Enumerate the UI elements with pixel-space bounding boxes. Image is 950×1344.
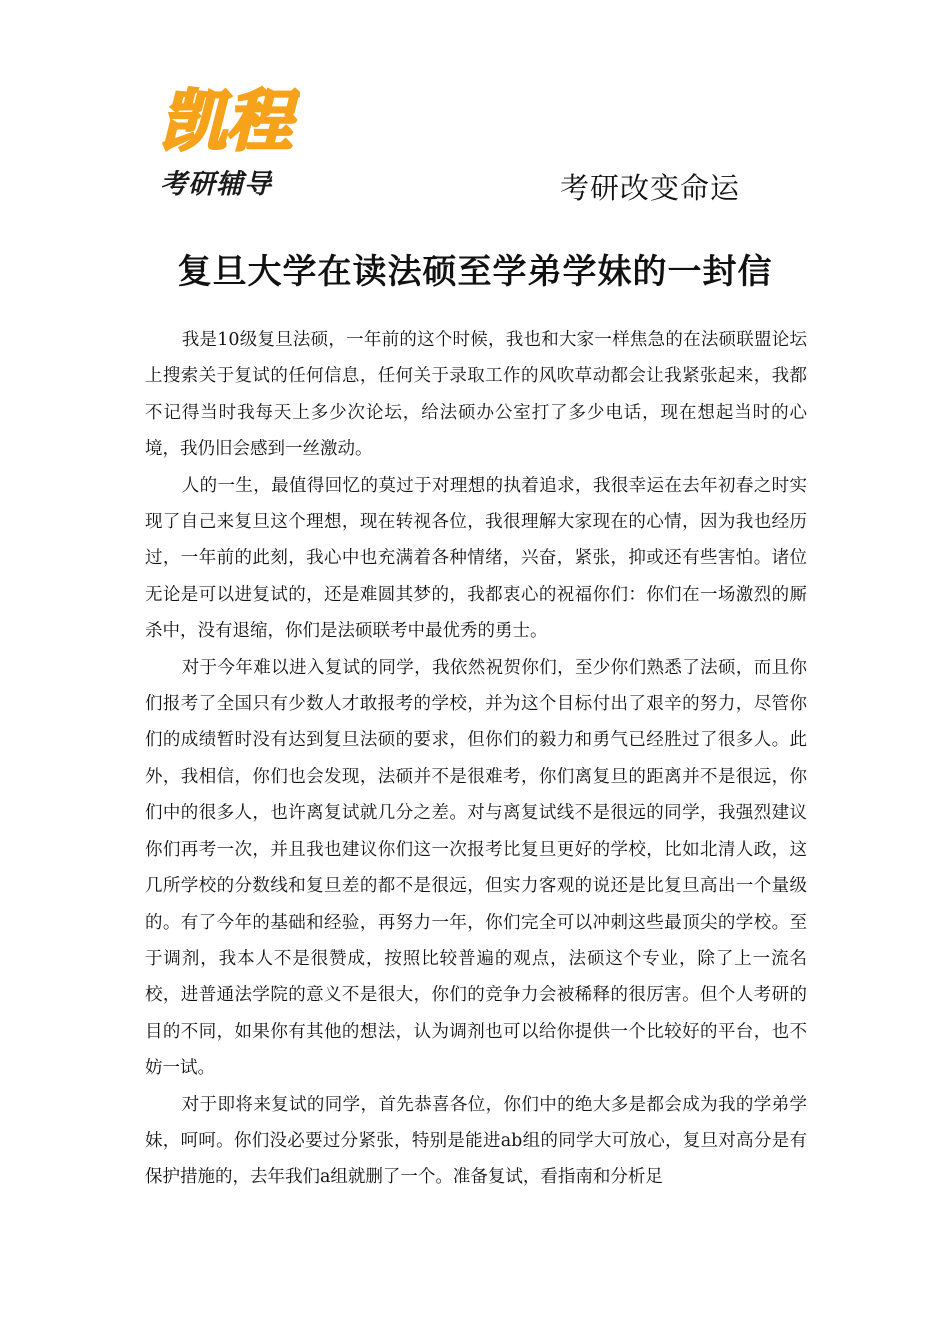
letter-body: [145, 322, 807, 1196]
header-slogan: 考研改变命运: [560, 171, 741, 205]
kaicheng-logo-mark: [152, 72, 300, 158]
brand-logo: [152, 72, 302, 202]
logo-brand-text: 凯程: [160, 83, 292, 158]
page-title: 复旦大学在读法硕至学弟学妹的一封信: [177, 252, 773, 292]
paragraph: 对于今年难以进入复试的同学，我依然祝贺你们，至少你们熟悉了法硕，而且你们报考了全国只有少数人才敢报考的学校，并为这个目标付出了艰辛的努力，尽管你们的成绩暂时没有达到复旦法硕的要求，但你们的毅力和勇气已经胜过了很多人。此外，我相信，你们也会发现，法硕并不是很难考，你们离复旦的距离并不是很远，你们中的很多人，也许离复试就几分之差。对与离复试线不是很远的同学，我强烈建议你们再考一次，并且我也建议你们这一次报考比复旦更好的学校，比如北清人政，这几所学校的分数线和复旦差的都不是很远，但实力客观的说还是比复旦高出一个量级的。有了今年的基础和经验，再努力一年，你们完全可以冲刺这些最顶尖的学校。至于调剂，我本人不是很赞成，按照比较普遍的观点，法硕这个专业，除了上一流名校，进普通法学院的意义不是很大，你们的竞争力会被稀释的很厉害。但个人考研的目的不同，如果你有其他的想法，认为调剂也可以给你提供一个比较好的平台，也不妨一试。: [145, 657, 807, 1079]
paragraph: 我是10级复旦法硕，一年前的这个时候，我也和大家一样焦急的在法硕联盟论坛上搜索关于复试的任何信息，任何关于录取工作的风吹草动都会让我紧张起来，我都不记得当时我每天上多少次论坛，给法硕办公室打了多少电话，现在想起当时的心境，我仍旧会感到一丝激动。: [145, 330, 807, 460]
paragraph: 对于即将来复试的同学，首先恭喜各位，你们中的绝大多是都会成为我的学弟学妹，呵呵。你们没必要过分紧张，特别是能进ab组的同学大可放心，复旦对高分是有保护措施的，去年我们a组就删了一个。准备复试，看指南和分析足: [145, 1094, 807, 1188]
logo-subtitle: 考研辅导: [160, 169, 272, 200]
paragraph: 人的一生，最值得回忆的莫过于对理想的执着追求，我很幸运在去年初春之时实现了自己来复旦这个理想，现在转视各位，我很理解大家现在的心情，因为我也经历过，一年前的此刻，我心中也充满着各种情绪，兴奋，紧张，抑或还有些害怕。诸位无论是可以进复试的，还是难圆其梦的，我都衷心的祝福你们：你们在一场激烈的厮杀中，没有退缩，你们是法硕联考中最优秀的勇士。: [145, 475, 807, 642]
